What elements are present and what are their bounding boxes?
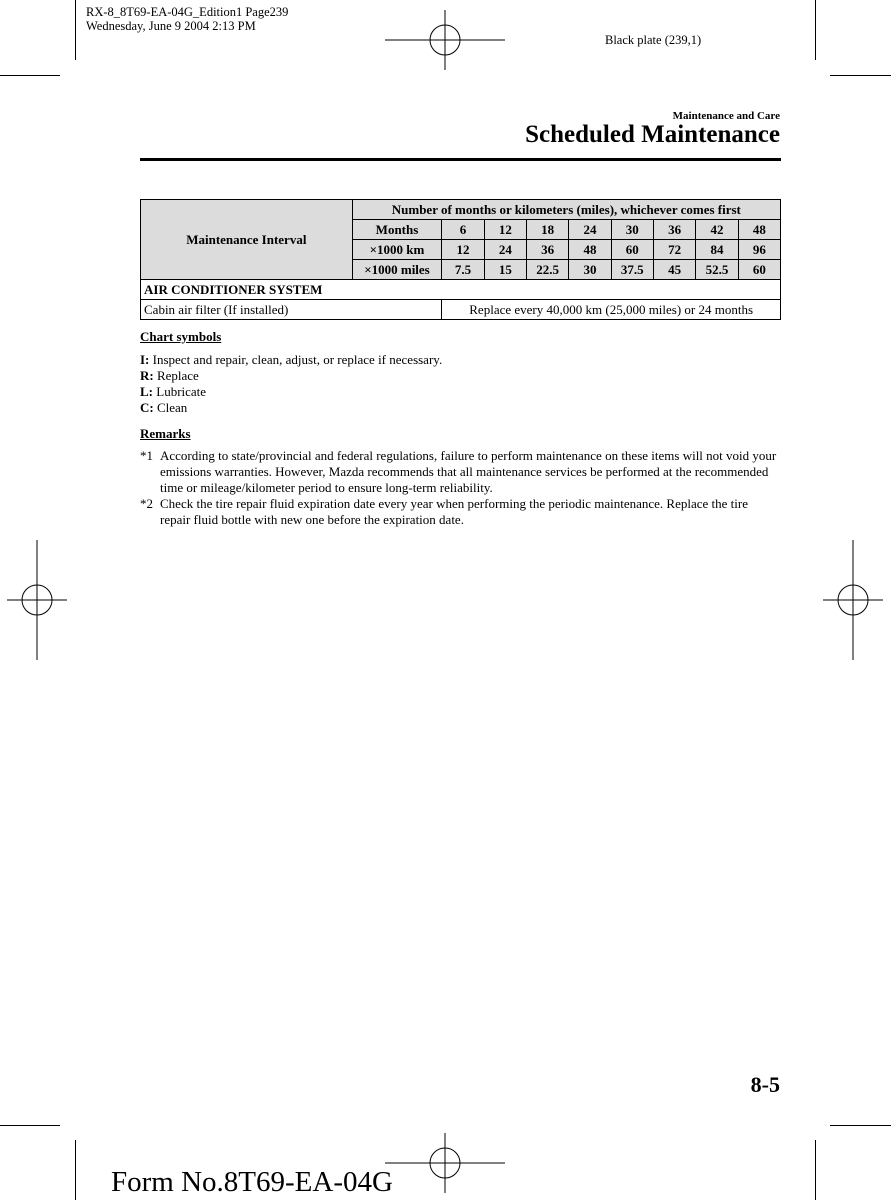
item-row: [141, 300, 781, 320]
row-label: Months: [352, 220, 442, 240]
table-cell: 72: [653, 240, 695, 260]
registration-mark-bottom: [385, 1133, 505, 1193]
table-cell: 48: [738, 220, 780, 240]
registration-mark-top: [385, 10, 505, 70]
item-schedule: Replace every 40,000 km (25,000 miles) or 24 months: [442, 300, 781, 320]
table-cell: 52.5: [696, 260, 738, 280]
table-cell: 37.5: [611, 260, 653, 280]
span-header: Number of months or kilometers (miles), whichever comes first: [352, 200, 780, 220]
table-cell: 15: [484, 260, 526, 280]
list-item: [140, 496, 780, 528]
list-item: [140, 352, 442, 368]
registration-mark-right: [823, 540, 883, 660]
table-cell: 7.5: [442, 260, 484, 280]
table-cell: 18: [526, 220, 568, 240]
page-number: 8-5: [750, 1072, 780, 1097]
symbol-text: Clean: [153, 400, 188, 415]
symbol-key: R:: [140, 368, 154, 383]
interval-header: Maintenance Interval: [141, 200, 353, 280]
symbol-key: I:: [140, 352, 150, 367]
table-cell: 36: [653, 220, 695, 240]
chart-symbols: [140, 329, 442, 416]
table-cell: 30: [569, 260, 611, 280]
table-cell: 6: [442, 220, 484, 240]
symbol-key: C:: [140, 400, 154, 415]
page-title: Scheduled Maintenance: [525, 121, 780, 148]
registration-mark-left: [7, 540, 67, 660]
remark-text: According to state/provincial and federal regulations, failure to perform maintenance on these items will not void your emissions warranties. However, Mazda recommends that all maintenance services be performed at the recommended time or mileage/kilometer period to ensure long-term reliability.: [160, 448, 777, 495]
list-item: [140, 400, 442, 416]
table-cell: 60: [738, 260, 780, 280]
table-cell: 36: [526, 240, 568, 260]
table-cell: 30: [611, 220, 653, 240]
list-item: [140, 368, 442, 384]
symbol-key: L:: [140, 384, 153, 399]
table-cell: 45: [653, 260, 695, 280]
form-number: Form No.8T69-EA-04G: [111, 1166, 393, 1198]
file-name: RX-8_8T69-EA-04G_Edition1 Page239: [86, 5, 289, 19]
table-cell: 12: [484, 220, 526, 240]
row-label: ×1000 km: [352, 240, 442, 260]
table-cell: 24: [569, 220, 611, 240]
table-cell: 24: [484, 240, 526, 260]
table-cell: 96: [738, 240, 780, 260]
symbol-text: Lubricate: [153, 384, 207, 399]
remark-number: *2: [140, 496, 153, 511]
chart-symbols-heading: Chart symbols: [140, 329, 222, 344]
item-name: Cabin air filter (If installed): [141, 300, 442, 320]
table-cell: 42: [696, 220, 738, 240]
remarks-list: [140, 448, 780, 528]
print-date: Wednesday, June 9 2004 2:13 PM: [86, 19, 256, 33]
remarks-heading: Remarks: [140, 426, 191, 441]
table-cell: 60: [611, 240, 653, 260]
table-cell: 84: [696, 240, 738, 260]
system-row: [141, 280, 781, 300]
table-cell: 48: [569, 240, 611, 260]
maintenance-table: [140, 199, 781, 320]
print-header: [86, 5, 288, 33]
list-item: [140, 384, 442, 400]
title-rule: [140, 158, 781, 161]
section-label: Maintenance and Care: [672, 110, 780, 122]
remark-number: *1: [140, 448, 153, 463]
system-heading: AIR CONDITIONER SYSTEM: [141, 280, 781, 300]
symbol-text: Inspect and repair, clean, adjust, or replace if necessary.: [149, 352, 443, 367]
symbol-text: Replace: [153, 368, 199, 383]
list-item: [140, 448, 780, 496]
remark-text: Check the tire repair fluid expiration date every year when performing the periodic maintenance. Replace the tire repair fluid bottle with new one before the expiration date.: [160, 496, 748, 527]
table-cell: 22.5: [526, 260, 568, 280]
row-label: ×1000 miles: [352, 260, 442, 280]
table-cell: 12: [442, 240, 484, 260]
plate-label: Black plate (239,1): [605, 33, 702, 47]
